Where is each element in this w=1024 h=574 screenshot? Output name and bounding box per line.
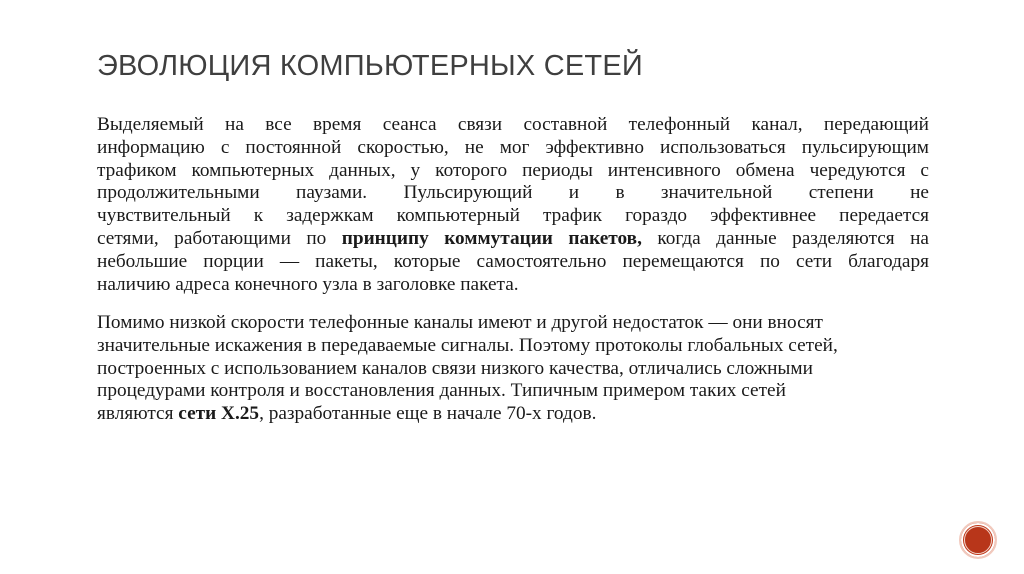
text-line: трафиком компьютерных данных, у которого периоды интенсивного обмена чередуются с [97,159,929,181]
text-line: небольшие порции — пакеты, которые самостоятельно перемещаются по сети благодаря [97,250,929,272]
text-line: процедурами контроля и восстановления данных. Типичным примером таких сетей [97,380,786,402]
paragraph-packet-switching [97,114,929,296]
text: когда данные разделяются на [641,227,929,249]
paragraph-x25 [97,312,929,426]
text: сетями, работающими по [97,227,342,249]
bold-term: принципу коммутации пакетов, [341,227,642,249]
bold-term: сети X.25 [178,403,260,425]
decorative-circle-icon [959,521,997,559]
text-line: значительные искажения в передаваемые сигналы. Поэтому протоколы глобальных сетей, [97,334,838,356]
slide-title: ЭВОЛЮЦИЯ КОМПЬЮТЕРНЫХ СЕТЕЙ [97,50,643,82]
text-line: Выделяемый на все время сеанса связи составной телефонный канал, передающий [97,114,929,135]
text-line: Помимо низкой скорости телефонные каналы имеют и другой недостаток — они вносят [97,312,823,333]
text-line: наличию адреса конечного узла в заголовке пакета. [97,273,519,295]
text-line: информацию с постоянной скоростью, не мог эффективно использоваться пульсирующим [97,136,929,158]
text-line: построенных с использованием каналов связи низкого качества, отличались сложными [97,357,813,379]
text-line: чувствительный к задержкам компьютерный трафик гораздо эффективнее передается [97,205,929,227]
decorative-circle-ring [964,526,992,554]
text-line: продолжительными паузами. Пульсирующий и в значительной степени не [97,182,929,204]
text-line [97,228,929,251]
text: являются [97,403,179,425]
text: , разработанные еще в начале 70-х годов. [259,403,597,425]
text-line [97,403,929,426]
